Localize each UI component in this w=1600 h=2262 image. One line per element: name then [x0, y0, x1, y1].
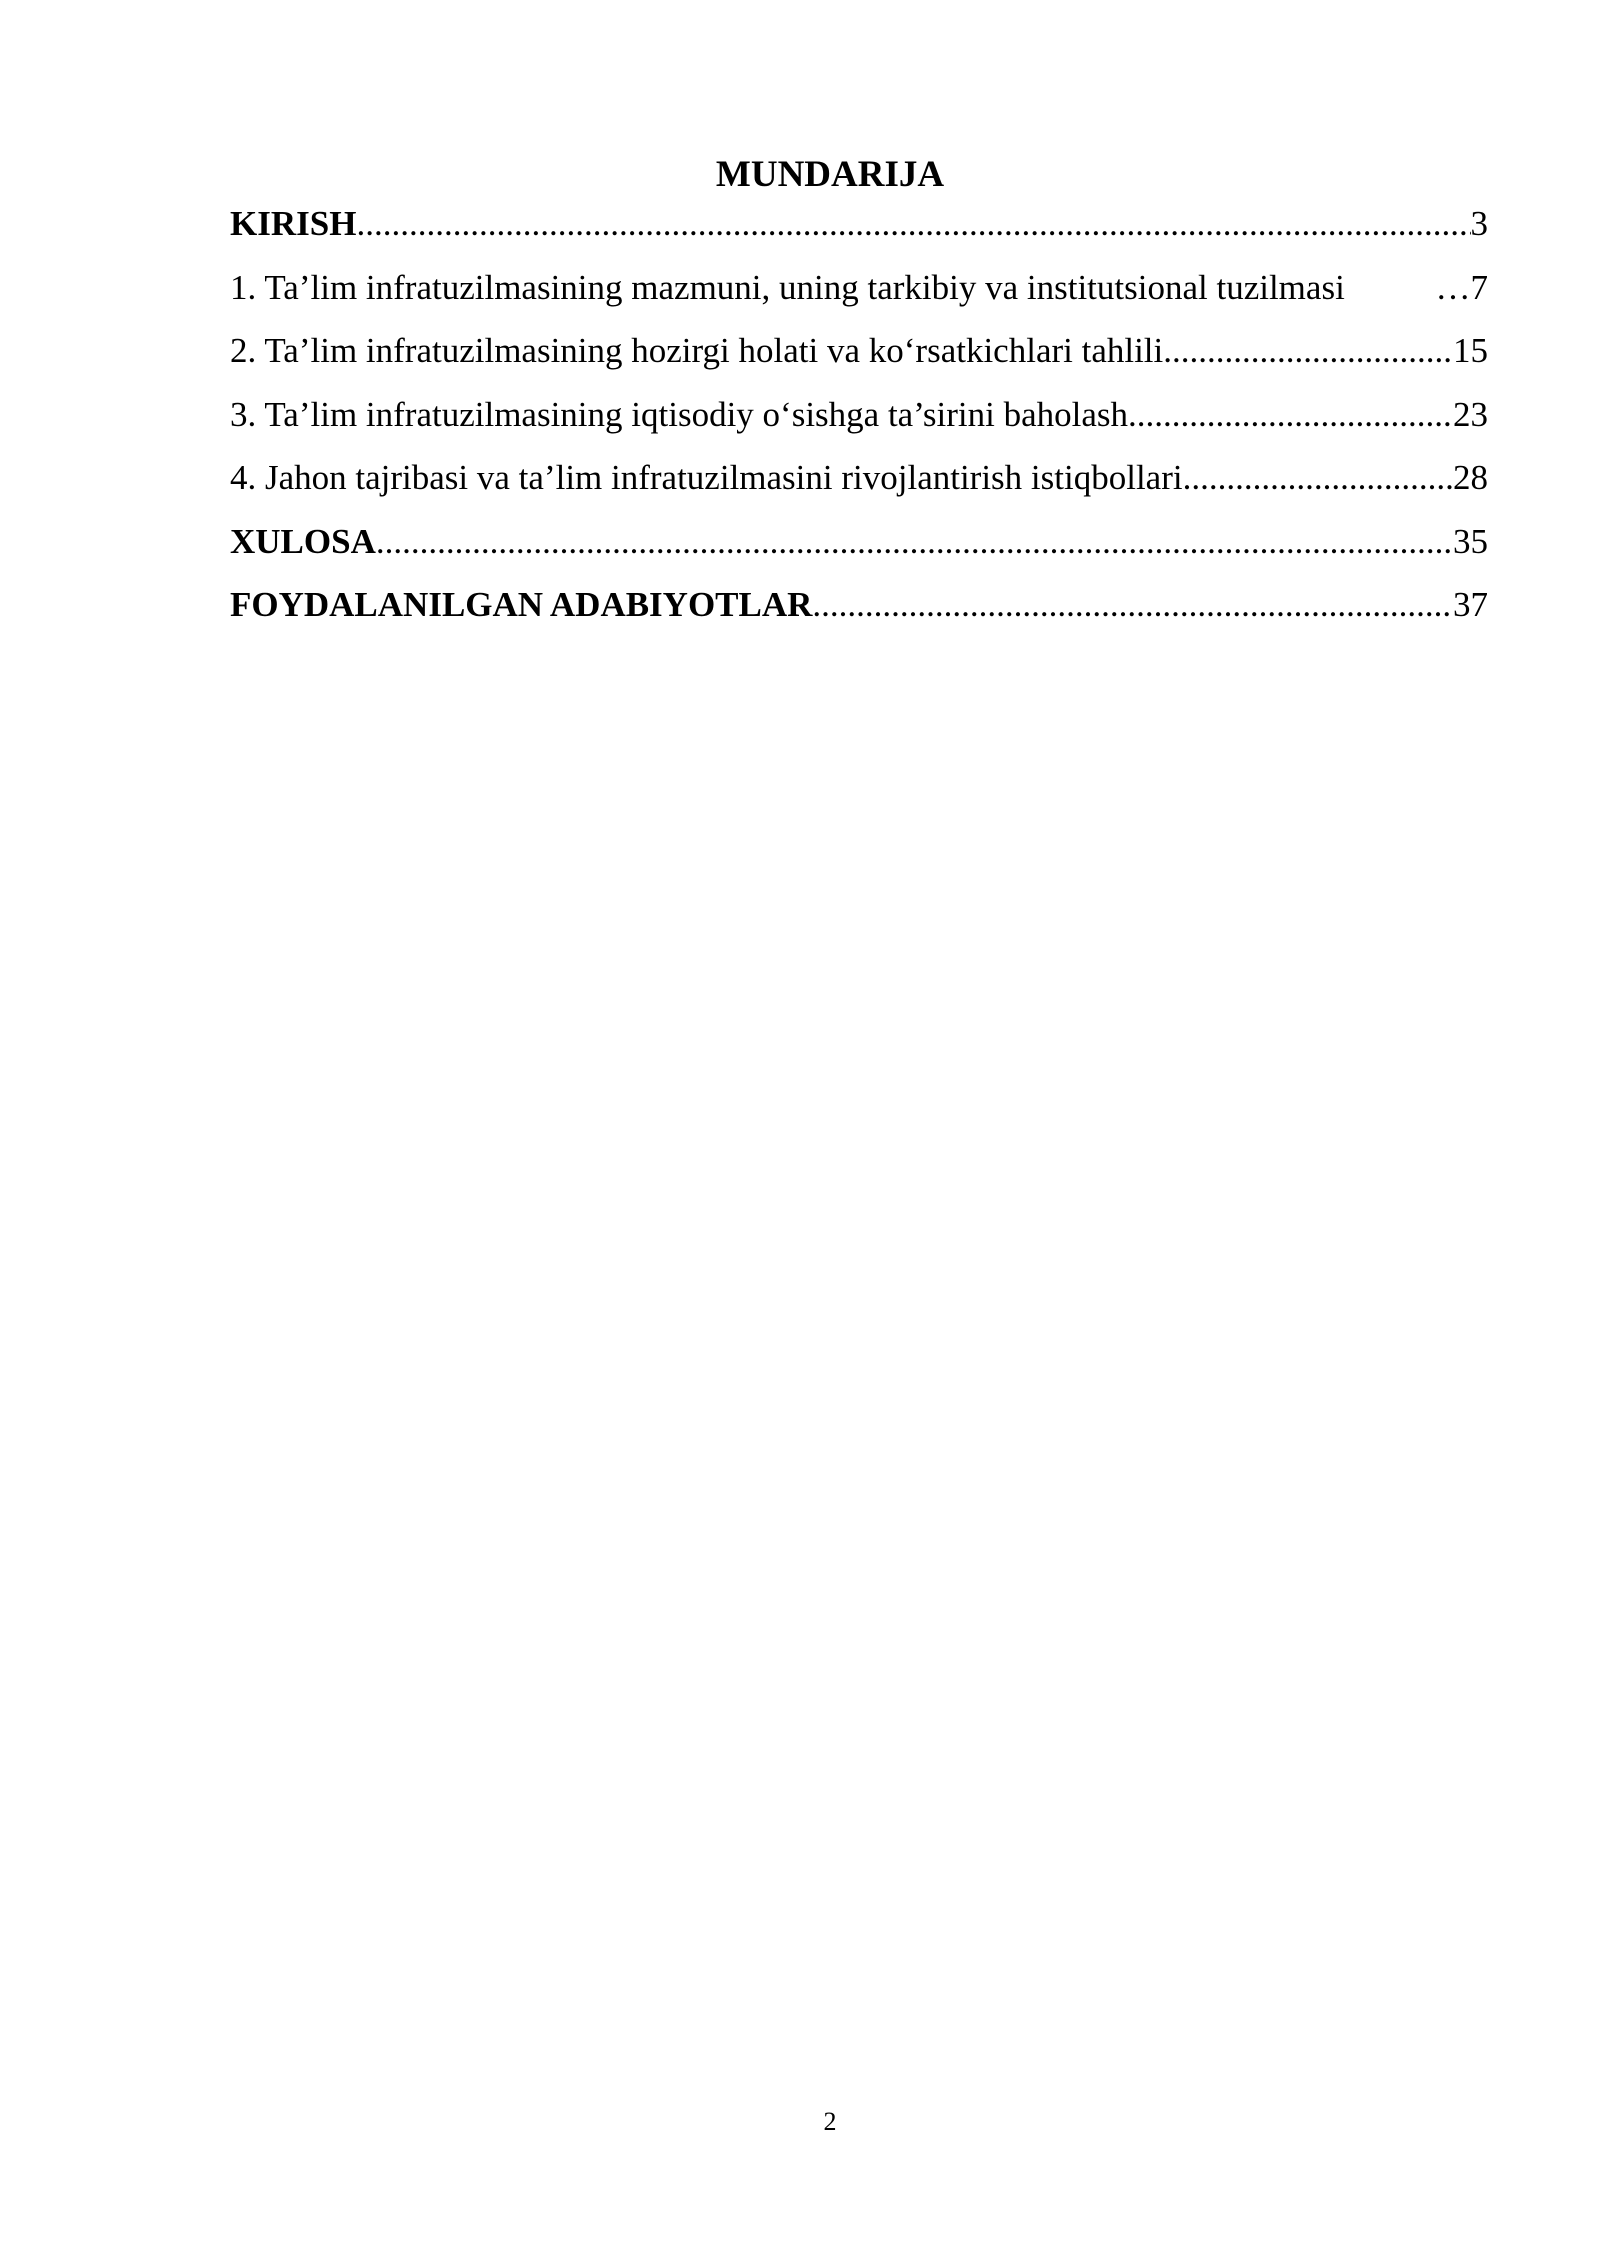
toc-entry-label: XULOSA	[230, 521, 376, 561]
toc-title: MUNDARIJA	[715, 154, 945, 195]
toc-entry-kirish[interactable]	[230, 199, 1488, 263]
toc-dot-leader	[356, 199, 1470, 249]
toc-entry-chapter-1[interactable]	[230, 263, 1488, 327]
toc-entry-chapter-2[interactable]	[230, 326, 1488, 390]
table-of-contents	[230, 199, 1488, 644]
toc-entry-page: 7	[1470, 267, 1488, 307]
toc-entry-xulosa[interactable]	[230, 517, 1488, 581]
toc-entry-label: 1. Ta’lim infratuzilmasining mazmuni, uning tarkibiy va institutsional tuzilmasi	[230, 267, 1345, 307]
page-number: 2	[823, 2107, 837, 2136]
toc-dot-leader	[1128, 390, 1453, 440]
toc-entry-label: 2. Ta’lim infratuzilmasining hozirgi holati va ko‘rsatkichlari tahlili	[230, 331, 1164, 370]
toc-entry-page: 37	[1453, 585, 1488, 624]
toc-entry-page: 3	[1470, 204, 1488, 243]
toc-entry-label: 3. Ta’lim infratuzilmasining iqtisodiy o‘sishga ta’sirini baholash	[230, 394, 1129, 434]
toc-entry-page: 35	[1453, 521, 1488, 561]
toc-entry-label: FOYDALANILGAN ADABIYOTLAR	[230, 585, 813, 624]
toc-entry-label: 4. Jahon tajribasi va ta’lim infratuzilmasini rivojlantirish istiqbollari	[230, 458, 1183, 497]
toc-dot-leader	[1183, 453, 1453, 503]
toc-entry-page: 15	[1453, 331, 1488, 370]
toc-entry-page: 23	[1453, 394, 1488, 434]
toc-dot-leader	[376, 517, 1453, 567]
toc-entry-references[interactable]	[230, 580, 1488, 644]
toc-entry-page: 28	[1453, 458, 1488, 497]
toc-dot-leader	[1436, 263, 1471, 313]
toc-entry-chapter-3[interactable]	[230, 390, 1488, 454]
toc-dot-leader	[1163, 326, 1453, 376]
toc-dot-leader	[812, 580, 1453, 630]
toc-entry-label: KIRISH	[230, 204, 357, 243]
toc-entry-chapter-4[interactable]	[230, 453, 1488, 517]
